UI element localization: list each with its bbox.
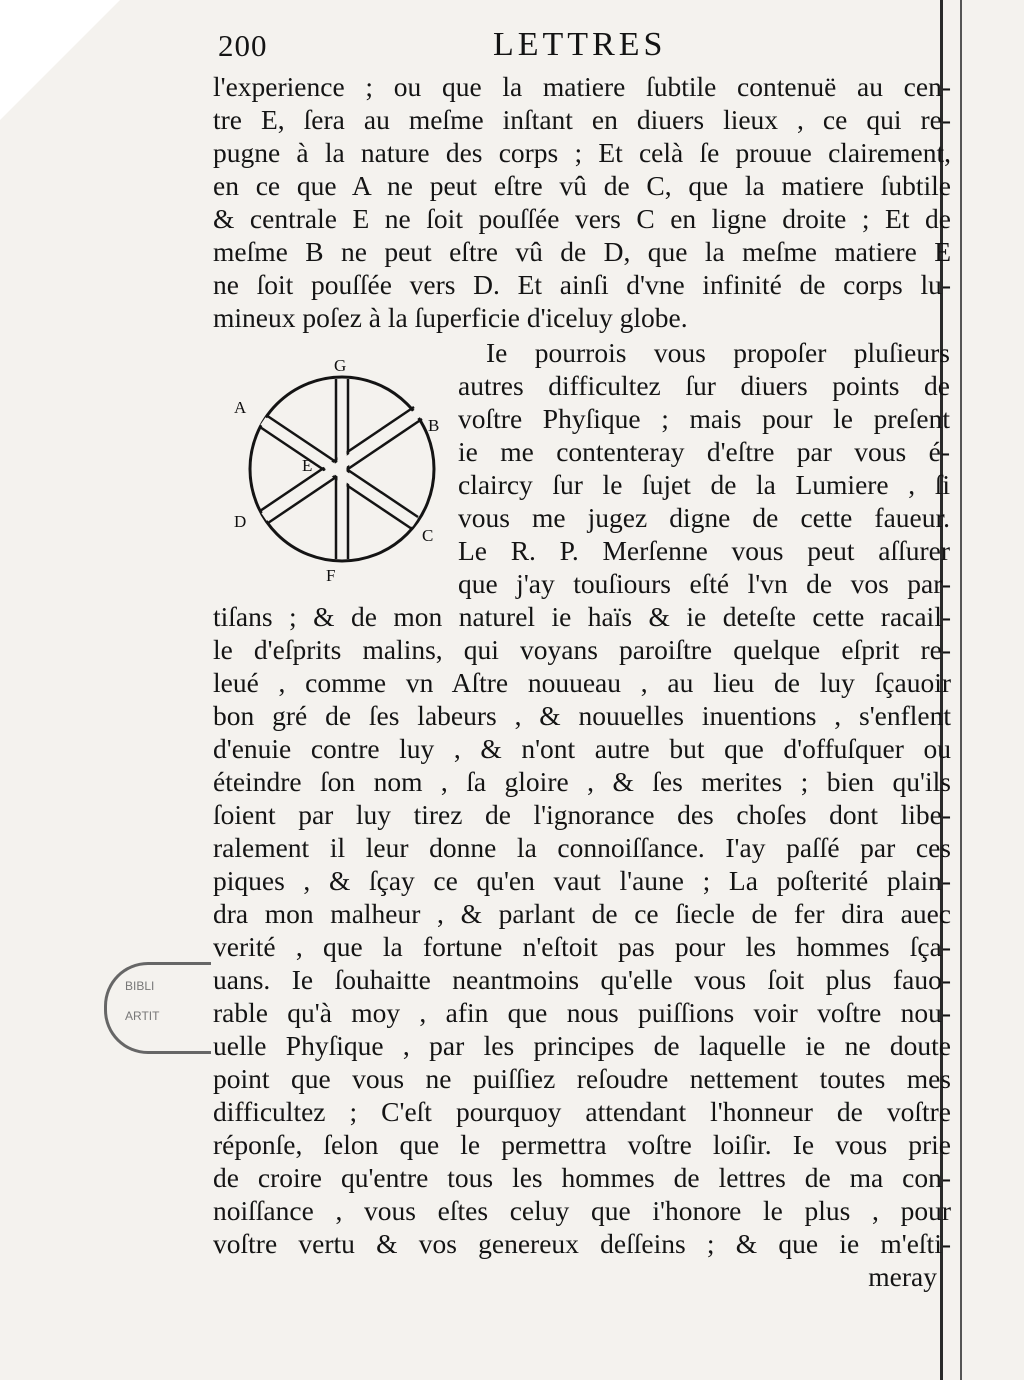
text-line: dra mon malheur , & parlant de ce ſiecle de fer dira auec xyxy=(213,898,951,929)
text-line: claircy ſur le ſujet de la Lumiere , ſi xyxy=(458,469,950,500)
text-line: uans. Ie ſouhaitte neantmoins qu'elle vous ſoit plus fauo- xyxy=(213,964,951,995)
globe-diagram-svg xyxy=(230,345,450,585)
text-block-side xyxy=(458,336,950,567)
page-edge-shadow-2 xyxy=(960,0,962,1380)
label-c: C xyxy=(422,526,434,545)
text-line: en ce que A ne peut eſtre vû de C, que la matiere ſubtile xyxy=(213,170,951,201)
text-line: de croire qu'entre tous les hommes de lettres de ma con- xyxy=(213,1162,951,1193)
text-line: le d'eſprits malins, qui voyans paroiſtre quelque eſprit re- xyxy=(213,634,951,665)
text-line: d'enuie contre luy , & n'ont autre but que d'offuſquer ou xyxy=(213,733,951,764)
text-line: meſme B ne peut eſtre vû de D, que la meſme matiere E xyxy=(213,236,951,267)
text-line: verité , que la fortune n'eſtoit pas pour les hommes ſça- xyxy=(213,931,951,962)
text-line: ralement il leur donne la connoiſſance. I'ay paſſé par ces xyxy=(213,832,951,863)
label-d: D xyxy=(234,512,247,531)
text-line: Ie pourrois vous propoſer pluſieurs xyxy=(486,337,950,368)
text-line: point que vous ne puiſſiez reſoudre nettement toutes mes xyxy=(213,1063,951,1094)
text-line: ſoient par luy tirez de l'ignorance des choſes dont libe- xyxy=(213,799,951,830)
page-corner xyxy=(0,0,120,120)
text-block-bottom xyxy=(213,567,951,1293)
text-line: & centrale E ne ſoit pouſſée vers C en ligne droite ; Et de xyxy=(213,203,951,234)
text-line: l'experience ; ou que la matiere ſubtile contenuë au cen- xyxy=(213,71,951,102)
page-number: 200 xyxy=(218,28,268,63)
page-header xyxy=(218,20,738,64)
text-line: voſtre Phyſique ; mais pour le preſent xyxy=(458,403,950,434)
text-line: pugne à la nature des corps ; Et celà ſe prouue clairement, xyxy=(213,137,951,168)
catchword: meray xyxy=(868,1261,937,1292)
text-line: mineux poſez à la ſuperficie d'iceluy globe. xyxy=(213,302,688,333)
stamp-text-1: BIBLI xyxy=(125,979,155,993)
text-line: leué , comme vn Aſtre nouueau , au lieu de luy ſçauoir xyxy=(213,667,951,698)
text-line: ne ſoit pouſſée vers D. Et ainſi d'vne infinité de corps lu- xyxy=(213,269,951,300)
text-line: autres difficultez ſur diuers points de xyxy=(458,370,950,401)
text-line: difficultez ; C'eſt pourquoy attendant l'honneur de voſtre xyxy=(213,1096,951,1127)
text-line: uelle Phyſique , par les principes de laquelle ie ne doute xyxy=(213,1030,951,1061)
text-line: piques , & ſçay ce qu'en vaut l'aune ; La poſterité plain- xyxy=(213,865,951,896)
text-line: rable qu'à moy , afin que nous puiſſions voir voſtre nou- xyxy=(213,997,951,1028)
stamp-text-2: ARTIT xyxy=(125,1009,160,1023)
label-b: B xyxy=(428,416,440,435)
label-g: G xyxy=(334,356,347,375)
text-line: tiſans ; & de mon naturel ie haïs & ie deteſte cette racail- xyxy=(213,601,951,632)
text-line: Le R. P. Merſenne vous peut aſſurer xyxy=(458,535,950,566)
text-line: réponſe, ſelon que le permettra voſtre loiſir. Ie vous prie xyxy=(213,1129,951,1160)
text-line: ie me contenteray d'eſtre par vous é- xyxy=(458,436,950,467)
globe-diagram xyxy=(230,345,450,585)
text-line: que j'ay touſiours eſté l'vn de vos par- xyxy=(458,568,951,599)
text-line: vous me jugez digne de cette faueur. xyxy=(458,502,950,533)
text-line: éteindre ſon nom , ſa gloire , & ſes merites ; bien qu'ils xyxy=(213,766,951,797)
label-e: E xyxy=(302,456,313,475)
text-line: voſtre vertu & vos genereux deſſeins ; & que ie m'eſti- xyxy=(213,1228,951,1259)
library-stamp xyxy=(104,962,211,1054)
text-line: noiſſance , vous eſtes celuy que i'honore le plus , pour xyxy=(213,1195,951,1226)
text-block-top xyxy=(213,70,951,334)
label-a: A xyxy=(234,398,247,417)
text-line: tre E, ſera au meſme inſtant en diuers lieux , ce qui re- xyxy=(213,104,951,135)
running-title: LETTRES xyxy=(493,26,667,63)
text-line: bon gré de ſes labeurs , & nouuelles inuentions , s'enflent xyxy=(213,700,951,731)
label-f: F xyxy=(326,566,336,585)
